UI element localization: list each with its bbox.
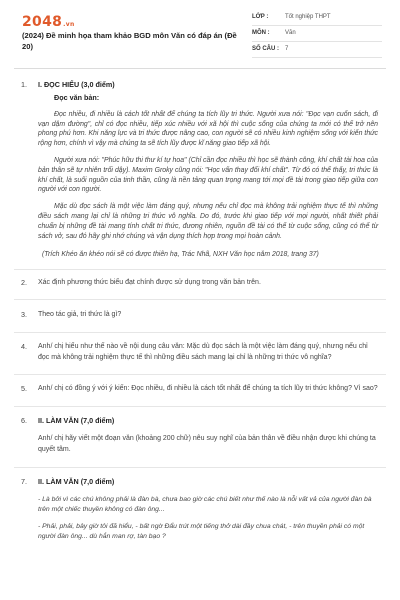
dialog-line: - Là bởi vì các chú không phải là đàn bà, chưa bao giờ các chú biết như thế nào là nỗi vất vả của người đàn bà trên một chiếc thuyền không có đàn ông... [38,496,372,514]
question-4 [0,342,400,364]
exam-meta-table [252,10,382,58]
passage-paragraph: Mặc dù đọc sách là một việc làm đáng quý, nhưng nếu chỉ đọc mà không trải nghiệm thực tế thì những điều sách mang lại chỉ là những tri thức vô nghĩa. Do đó, trước khi giao tiếp với mọi người, nhất thiết phải chuẩn bị những đề tài mang tính chất tri thức, đương nhiên, nguồn đề tài có thể từ cuộc sống, cũng có thể từ sách vở, sau đó hãy ghi nhớ chúng và vận dụng thích hợp trong mọi hoàn cảnh. [38,203,378,240]
meta-value: Tốt nghiệp THPT [285,14,331,21]
passage-source: (Trích Khéo ăn khéo nói sẽ có được thiên hạ, Trác Nhã, NXH Văn học năm 2018, trang 37) [42,251,319,259]
question-number: 3. [21,310,27,320]
question-divider [14,467,386,468]
page-title: (2024) Đề minh họa tham khảo BGD môn Văn có đáp án (Đề 20) [22,31,237,52]
question-text: Anh/ chị hiểu như thế nào về nội dung câu văn: Mặc dù đọc sách là một việc làm đáng quý, nhưng nếu chỉ đọc mà không trải nghiệm thực tế thì những điều sách mang lại chỉ là những tri thức vô nghĩa? [38,343,368,361]
question-number: 7. [21,476,27,486]
question-number: 4. [21,342,27,352]
section-title: II. LÀM VĂN (7,0 điểm) [38,476,115,486]
meta-label: LỚP : [252,14,269,21]
question-1 [0,80,400,260]
reading-subtitle: Đọc văn bản: [54,93,100,103]
logo-main: 2048 [22,14,63,30]
question-divider [14,269,386,270]
meta-value: 7 [285,46,289,53]
question-text: Xác định phương thức biểu đạt chính được sử dụng trong văn bản trên. [38,279,261,287]
passage-paragraph: Người xưa nói: "Phúc hữu thi thư kí tự hoa" (Chỉ cần đọc nhiều thì học sẽ thành công, khí chất tài hoa của bản thân sẽ tự nhiên trổi dậy). Maxim Groky cũng nói: "Học vấn thay đổi khí chất". Từ đó có thể thấy, tri thức là khí chất, là suối nguồn của tinh thần, cũng là nền tảng quan trọng mang tới mọi đề tài trong giao tiếp giữa con người với con người. [38,157,378,194]
meta-value: Văn [285,30,296,37]
question-number: 1. [21,80,27,89]
meta-row-subject [252,26,382,42]
dialog-line: - Phải, phải, bây giờ tôi đã hiểu, - bất ngờ Đẩu trút một tiếng thở dài đầy chua chát, - trên thuyền phải có một người đàn ông... dù hắn man rợ, tàn bạo ? [38,522,365,540]
logo-suffix: .vn [63,21,75,28]
question-divider [14,374,386,375]
question-number: 2. [21,278,27,288]
question-2 [0,278,400,289]
meta-row-class [252,10,382,26]
question-number: 6. [21,415,27,425]
question-divider [14,299,386,300]
meta-label: SỐ CÂU : [252,46,279,53]
passage-paragraph: Đọc nhiều, đi nhiều là cách tốt nhất để chúng ta tích lũy tri thức. Người xưa nói: "Đọc vạn cuốn sách, đi vạn dặm đường", chỉ có đọc nhiều, tiếp xúc nhiều với xã hội thì cuộc sống của chúng ta mới có thể trở nên phong phú hơn. Khi năng lực và tri thức được nâng cao, con người sẽ có nhiều kinh nghiệm sống với kiến thức rộng hơn, chính vì vậy mà chúng ta sẽ tích lũy được kĩ năng giao tiếp xã hội. [38,110,378,148]
question-6 [0,416,400,456]
question-5 [0,384,400,395]
question-7 [0,477,400,542]
question-divider [14,332,386,333]
question-divider [14,406,386,407]
section-title: II. LÀM VĂN (7,0 điểm) [38,415,115,425]
question-number: 5. [21,383,27,393]
question-text: Theo tác giả, tri thức là gì? [38,311,122,319]
question-text: Anh/ chị hãy viết một đoạn văn (khoảng 200 chữ) nêu suy nghĩ của bản thân về điều nhận được khi chúng ta quyết tâm. [38,435,376,453]
question-list [0,76,400,542]
header-divider [14,68,386,69]
section-title: I. ĐỌC HIỂU (3,0 điểm) [38,80,115,89]
question-text: Anh/ chị có đồng ý với ý kiến: Đọc nhiều, đi nhiều là cách tốt nhất để chúng ta tích lũy tri thức không? Vì sao? [38,384,378,392]
meta-label: MÔN : [252,30,270,37]
meta-row-count [252,42,382,58]
header [0,0,400,66]
question-3 [0,310,400,321]
